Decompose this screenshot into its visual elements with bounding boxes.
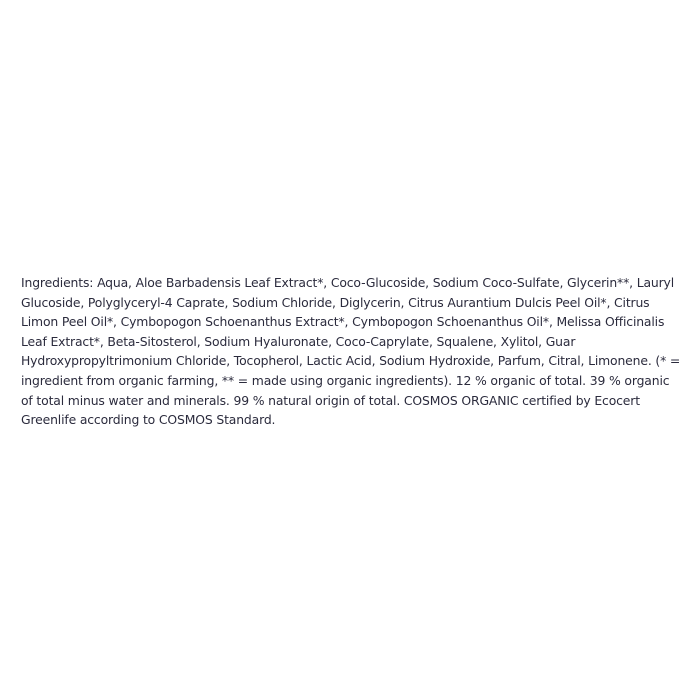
ingredients-section [21,273,681,430]
ingredients-text: Ingredients: Aqua, Aloe Barbadensis Leaf Extract*, Coco-Glucoside, Sodium Coco-Sulfate, Glycerin**, Lauryl Glucoside, Polyglyceryl-4 Caprate, Sodium Chloride, Diglycerin, Citrus Aurantium Dulcis Peel Oil*, Citrus Limon Peel Oil*, Cymbopogon Schoenanthus Extract*, Cymbopogon Schoenanthus Oil*, Melissa Officinalis Leaf Extract*, Beta-Sitosterol, Sodium Hyaluronate, Coco-Caprylate, Squalene, Xylitol, Guar Hydroxypropyltrimonium Chloride, Tocopherol, Lactic Acid, Sodium Hydroxide, Parfum, Citral, Limonene. (* = ingredient from organic farming, ** = made using organic ingredients). 12 % organic of total. 39 % organic of total minus water and minerals. 99 % natural origin of total. COSMOS ORGANIC certified by Ecocert Greenlife according to COSMOS Standard. [21,275,681,428]
